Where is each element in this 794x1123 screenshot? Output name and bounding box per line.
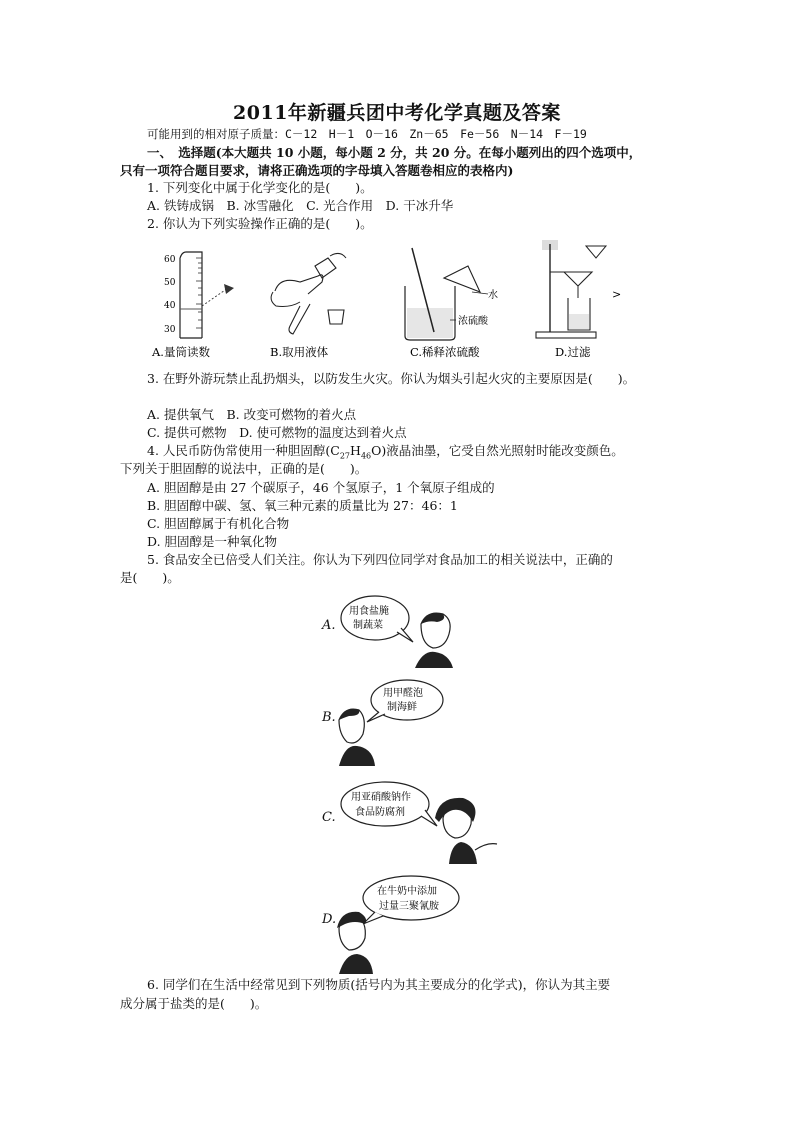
cartoon-d-speech-1: 在牛奶中添加 xyxy=(377,886,437,897)
fig-d-caption: D.过滤 xyxy=(555,345,591,359)
cartoon-b-figure xyxy=(335,676,475,766)
cartoon-c-figure xyxy=(335,778,505,868)
section-heading-line1: 一、 选择题(本大题共 10 小题，每小题 2 分，共 20 分。在每小题列出的四个选项中， xyxy=(147,145,642,160)
q2-stem: 2. 你认为下列实验操作正确的是( )。 xyxy=(147,216,373,231)
page-title: 2011年新疆兵团中考化学真题及答案 xyxy=(233,102,561,124)
cartoon-c-speech-1: 用亚硝酸钠作 xyxy=(351,792,411,803)
q4-stem-part2: O)液晶油墨，它受自然光照射时能改变颜色。 xyxy=(371,443,624,458)
cylinder-tick-60: 60 xyxy=(164,255,176,265)
q1-stem: 1. 下列变化中属于化学变化的是( )。 xyxy=(147,180,373,195)
cartoon-a-letter: A. xyxy=(322,618,336,633)
q1-options: A. 铁铸成锅 B. 冰雪融化 C. 光合作用 D. 干冰升华 xyxy=(147,198,454,213)
q6-stem-line1: 6. 同学们在生活中经常见到下列物质(括号内为其主要成分的化学式)，你认为其主要 xyxy=(147,977,611,992)
cartoon-c-speech-2: 食品防腐剂 xyxy=(355,807,405,818)
q4-hydrogen-count: 46 xyxy=(360,451,372,461)
cartoon-b-speech-1: 用甲醛泡 xyxy=(383,688,423,699)
fig-c-caption: C.稀释浓硫酸 xyxy=(410,345,480,359)
q5-stem-line1: 5. 食品安全已倍受人们关注。你认为下列四位同学对食品加工的相关说法中，正确的 xyxy=(147,552,613,567)
cylinder-tick-50: 50 xyxy=(164,278,176,288)
q4-option-a: A. 胆固醇是由 27 个碳原子，46 个氢原子，1 个氧原子组成的 xyxy=(147,480,495,495)
eye-icon xyxy=(224,284,234,294)
test-tube-figure xyxy=(271,253,346,334)
cartoon-d-speech-2: 过量三聚氰胺 xyxy=(379,901,439,912)
cartoon-a-speech-2: 制蔬菜 xyxy=(353,620,383,631)
cartoon-d-letter: D. xyxy=(322,912,337,927)
q5-stem-line2: 是( )。 xyxy=(120,570,180,585)
q4-hydrogen-symbol: H xyxy=(350,443,361,458)
cartoon-a-figure xyxy=(335,590,475,670)
q4-option-b: B. 胆固醇中碳、氢、氧三种元素的质量比为 27：46：1 xyxy=(147,498,458,513)
q3-stem: 3. 在野外游玩禁止乱扔烟头，以防发生火灾。你认为烟头引起火灾的主要原因是( )。 xyxy=(147,371,636,386)
acid-annotation: 浓硫酸 xyxy=(458,316,488,327)
fig-a-caption: A.量筒读数 xyxy=(152,345,210,359)
fig-b-caption: B.取用液体 xyxy=(270,345,329,359)
section-heading-line2: 只有一项符合题目要求，请将正确选项的字母填入答题卷相应的表格内) xyxy=(120,163,514,178)
beaker-figure xyxy=(405,248,498,340)
filtration-figure xyxy=(536,240,621,338)
q4-carbon-count: 27 xyxy=(339,451,351,461)
q3-options-ab: A. 提供氧气 B. 改变可燃物的着火点 xyxy=(147,407,357,422)
cartoon-c-letter: C. xyxy=(322,810,336,825)
svg-text:>: > xyxy=(612,288,622,301)
cartoon-b-speech-2: 制海鲜 xyxy=(387,702,417,713)
q4-option-c: C. 胆固醇属于有机化合物 xyxy=(147,516,290,531)
graduated-cylinder-figure xyxy=(164,252,234,338)
water-annotation: 水 xyxy=(488,290,498,301)
q4-stem-part1: 4. 人民币防伪常使用一种胆固醇(C xyxy=(147,443,340,458)
atomic-masses: 可能用到的相对原子质量：C－12 H－1 O－16 Zn－65 Fe－56 N－14 F－19 xyxy=(147,127,587,141)
cylinder-tick-30: 30 xyxy=(164,325,176,335)
q3-options-cd: C. 提供可燃物 D. 使可燃物的温度达到着火点 xyxy=(147,425,407,440)
cartoon-d-figure xyxy=(335,870,475,974)
cylinder-tick-40: 40 xyxy=(164,301,176,311)
q6-stem-line2: 成分属于盐类的是( )。 xyxy=(120,996,268,1011)
q4-stem-line2: 下列关于胆固醇的说法中，正确的是( )。 xyxy=(120,461,368,476)
q2-lab-figures xyxy=(150,236,630,366)
cartoon-b-letter: B. xyxy=(322,710,336,725)
cartoon-a-speech-1: 用食盐腌 xyxy=(349,606,389,617)
q4-option-d: D. 胆固醇是一种氧化物 xyxy=(147,534,278,549)
